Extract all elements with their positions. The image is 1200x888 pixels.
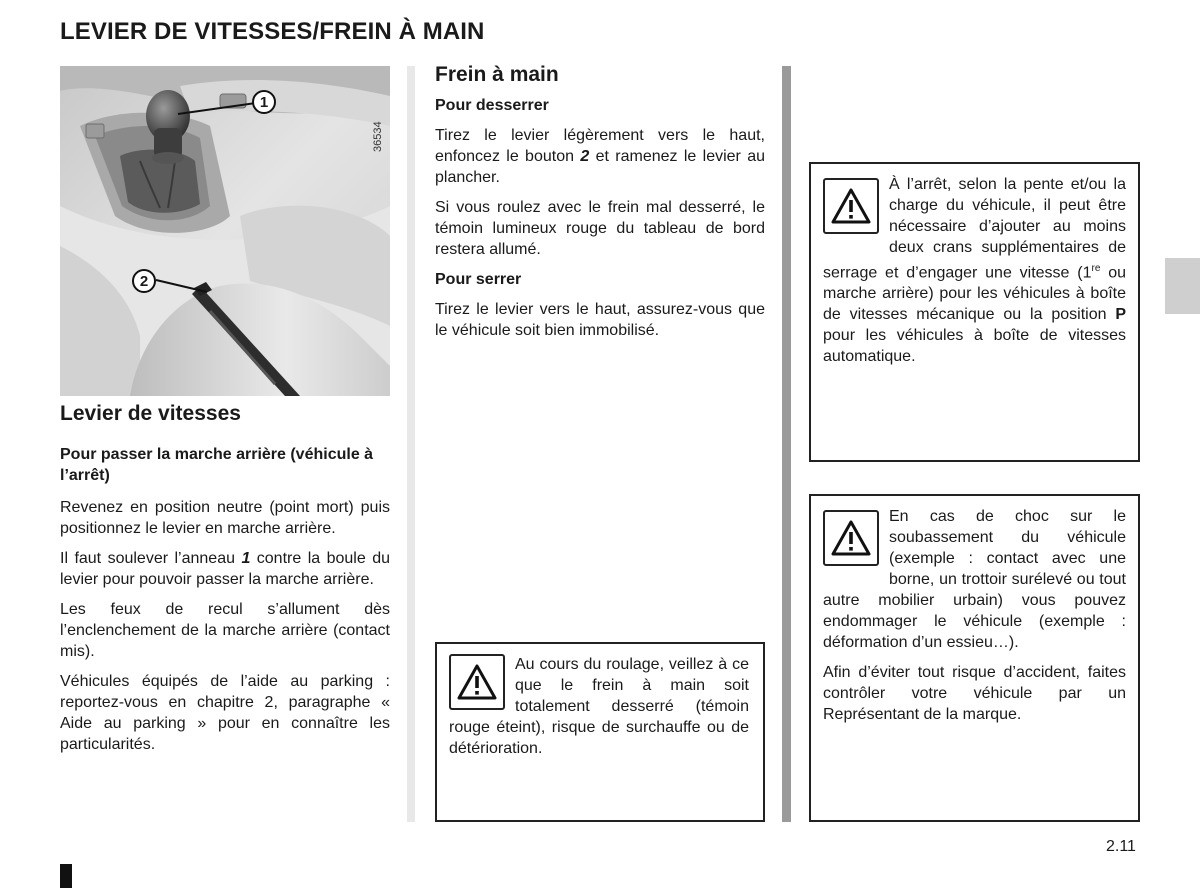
gear-lever-illustration xyxy=(60,66,390,396)
column-divider-left xyxy=(407,66,415,822)
release-p1-after: et ramenez le levier au plancher. xyxy=(435,148,765,186)
release-subheading: Pour desserrer xyxy=(435,97,549,114)
gear-lever-heading: Levier de vitesses xyxy=(60,402,241,425)
callout-2-label: 2 xyxy=(139,272,149,290)
release-paragraph-1 xyxy=(435,125,765,188)
callout-2 xyxy=(132,269,156,293)
warning-impact-text-2: Afin d’éviter tout risque d’accident, faites contrôler votre véhicule par un Représentant de la marque. xyxy=(823,664,1126,723)
warning-slope-after: pour les véhicules à boîte de vitesses automatique. xyxy=(823,327,1126,366)
warning-box-driving xyxy=(435,642,765,822)
page-corner-mark xyxy=(60,864,72,888)
release-p1-before: Tirez le levier légèrement vers le haut, enfoncez le bouton xyxy=(435,127,765,165)
button-reference: 2 xyxy=(580,148,590,165)
warning-box-impact xyxy=(809,494,1140,822)
callout-1-label: 1 xyxy=(259,93,269,111)
gear-lever-section xyxy=(60,402,390,755)
apply-subheading: Pour serrer xyxy=(435,271,522,288)
warning-slope-before: À l’arrêt, selon la pente et/ou la charge du véhicule, il peut être nécessaire d’ajouter au moins deux crans supplémentaires de serrage et d’engager une vitesse (1 xyxy=(823,176,1126,282)
warning-slope-sup: re xyxy=(1091,263,1101,274)
release-paragraph-2: Si vous roulez avec le frein mal desserré, le témoin lumineux rouge du tableau de bord restera allumé. xyxy=(435,199,765,258)
warning-impact-text-1: En cas de choc sur le soubassement du véhicule (exemple : contact avec une borne, un trottoir surélevé ou tout autre mobilier urbain) vous pouvez endommager le véhicule (exemple : déformation d’un essieu…). xyxy=(823,508,1126,651)
warning-slope-p: P xyxy=(1115,306,1126,324)
warning-driving-text: Au cours du roulage, veillez à ce que le frein à main soit totalement desserré (témoin rouge éteint), risque de surchauffe ou de détérioration. xyxy=(449,656,749,757)
apply-paragraph: Tirez le levier vers le haut, assurez-vous que le véhicule soit bien immobilisé. xyxy=(435,301,765,339)
gear-lever-photo xyxy=(60,66,390,396)
warning-slope-mid: ou marche arrière) pour les véhicules à boîte de vitesses mécanique ou la position xyxy=(823,264,1126,324)
reverse-gear-p2-before: Il faut soulever l’anneau xyxy=(60,550,242,567)
handbrake-heading: Frein à main xyxy=(435,63,559,86)
ring-reference: 1 xyxy=(241,550,251,567)
reverse-lights-paragraph: Les feux de recul s’allument dès l’enclenchement de la marche arrière (contact mis). xyxy=(60,601,390,660)
reverse-gear-p2-after: contre la boule du levier pour pouvoir passer la marche arrière. xyxy=(60,550,390,588)
warning-triangle-icon xyxy=(823,178,879,234)
page-number: 2.11 xyxy=(1106,838,1136,855)
figure-code: 36534 xyxy=(372,121,384,152)
parking-aid-paragraph: Véhicules équipés de l’aide au parking : reportez-vous en chapitre 2, paragraphe « Aide au parking » pour en connaître les particularités. xyxy=(60,673,390,753)
chapter-thumb-tab xyxy=(1165,258,1200,314)
callout-1 xyxy=(252,90,276,114)
handbrake-section xyxy=(435,63,765,341)
reverse-gear-subheading: Pour passer la marche arrière (véhicule à l’arrêt) xyxy=(60,446,374,484)
column-divider-right xyxy=(782,66,791,822)
reverse-gear-paragraph-1: Revenez en position neutre (point mort) puis positionnez le levier en marche arrière. xyxy=(60,499,390,537)
figure-code-wrap xyxy=(372,112,386,152)
page-title: LEVIER DE VITESSES/FREIN À MAIN xyxy=(60,18,485,45)
warning-triangle-icon xyxy=(449,654,505,710)
reverse-gear-paragraph-2 xyxy=(60,548,390,590)
warning-triangle-icon xyxy=(823,510,879,566)
warning-box-slope xyxy=(809,162,1140,462)
